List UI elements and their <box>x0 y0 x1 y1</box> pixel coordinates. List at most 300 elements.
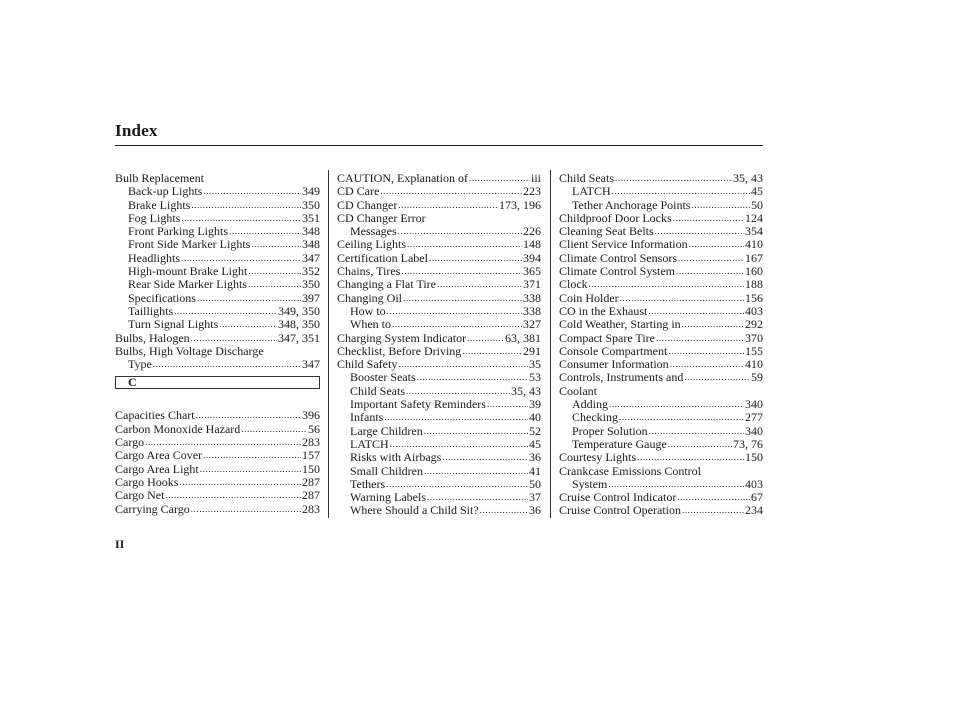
index-entry <box>559 371 763 384</box>
index-entry <box>115 305 320 318</box>
entry-text: Cold Weather, Starting in <box>559 317 681 332</box>
index-entry <box>559 411 763 424</box>
dot-leader <box>387 305 522 318</box>
entry-text: Childproof Door Locks <box>559 210 672 225</box>
index-entry <box>559 305 763 318</box>
index-entry <box>337 318 541 331</box>
entry-text: Climate Control System <box>559 264 675 279</box>
entry-page: 150 <box>745 450 763 465</box>
entry-page: 173, 196 <box>499 197 541 212</box>
entry-page: 35, 43 <box>733 171 763 185</box>
entry-text: Proper Solution <box>572 423 648 438</box>
index-entry <box>337 238 541 251</box>
dot-leader <box>612 185 750 198</box>
index-entry <box>115 449 320 462</box>
dot-leader <box>467 332 504 345</box>
entry-text: Bulb Replacement <box>115 171 204 185</box>
dot-leader <box>462 345 522 358</box>
entry-page: 292 <box>745 317 763 332</box>
index-entry <box>115 185 320 198</box>
dot-leader <box>174 305 277 318</box>
entry-text: Cleaning Seat Belts <box>559 224 654 239</box>
entry-text: Where Should a Child Sit? <box>350 503 479 518</box>
dot-leader <box>179 476 301 489</box>
entry-page: 348 <box>302 237 320 252</box>
entry-text: Child Safety <box>337 357 398 372</box>
entry-text: How to <box>350 303 386 318</box>
dot-leader <box>153 358 301 371</box>
entry-page: 370 <box>745 330 763 345</box>
entry-text: Client Service Information <box>559 237 688 252</box>
index-entry <box>559 172 763 185</box>
entry-text: Child Seats <box>559 171 615 185</box>
dot-leader <box>191 332 277 345</box>
dot-leader <box>241 423 307 436</box>
index-entry <box>337 332 541 345</box>
index-entry <box>115 332 320 345</box>
dot-leader <box>181 252 301 265</box>
dot-leader <box>219 318 277 331</box>
entry-page: 40 <box>529 410 541 425</box>
entry-text: Important Safety Reminders <box>350 397 486 412</box>
index-entry <box>115 252 320 265</box>
entry-text: Consumer Information <box>559 357 669 372</box>
entry-page: 67 <box>751 490 763 505</box>
entry-page: 291 <box>523 343 541 358</box>
index-entry <box>115 409 320 422</box>
entry-text: Changing Oil <box>337 290 402 305</box>
entry-text: Courtesy Lights <box>559 450 636 465</box>
entry-text: Capacities Chart <box>115 408 195 423</box>
index-entry <box>559 199 763 212</box>
index-entry <box>559 478 763 491</box>
dot-leader <box>203 185 301 198</box>
index-entry <box>559 318 763 331</box>
index-entry <box>115 278 320 291</box>
section-letter-c: C <box>115 376 320 389</box>
entry-page: 63, 381 <box>505 330 541 345</box>
page-number: II <box>115 537 125 551</box>
index-entry <box>337 305 541 318</box>
entry-page: 36 <box>529 450 541 465</box>
index-entry <box>559 278 763 291</box>
entry-text: Fog Lights <box>128 210 181 225</box>
index-entry <box>115 503 320 516</box>
entry-text: Checklist, Before Driving <box>337 343 462 358</box>
dot-leader <box>229 225 301 238</box>
entry-text: Cargo Net <box>115 488 165 503</box>
entry-page: 371 <box>523 277 541 292</box>
index-entry <box>559 385 763 398</box>
dot-leader <box>480 504 528 517</box>
index-entry <box>337 252 541 265</box>
dot-leader <box>615 172 732 185</box>
dot-leader <box>407 238 522 251</box>
entry-page: 150 <box>302 461 320 476</box>
entry-page: 167 <box>745 250 763 265</box>
entry-page: 349, 350 <box>278 303 320 318</box>
entry-text: CD Changer <box>337 197 398 212</box>
dot-leader <box>191 199 301 212</box>
index-entry <box>115 436 320 449</box>
entry-text: Certification Label <box>337 250 428 265</box>
dot-leader <box>390 438 528 451</box>
entry-text: Cargo Area Cover <box>115 448 203 463</box>
dot-leader <box>191 503 301 516</box>
index-entry <box>559 238 763 251</box>
entry-page: 45 <box>751 184 763 199</box>
entry-text: Bulbs, Halogen <box>115 330 190 345</box>
column-divider <box>328 170 329 518</box>
entry-text: Chains, Tires <box>337 264 401 279</box>
entry-text: Carbon Monoxide Hazard <box>115 421 241 436</box>
entry-text: Infants <box>350 410 384 425</box>
entry-page: 39 <box>529 397 541 412</box>
entry-page: 53 <box>529 370 541 385</box>
dot-leader <box>655 225 744 238</box>
entry-page: 338 <box>523 303 541 318</box>
entry-text: CD Changer Error <box>337 210 426 225</box>
dot-leader <box>442 451 528 464</box>
entry-page: 403 <box>745 476 763 491</box>
entry-text: Taillights <box>128 303 174 318</box>
dot-leader <box>689 238 744 251</box>
index-entry <box>115 225 320 238</box>
dot-leader <box>251 238 301 251</box>
index-entry <box>559 252 763 265</box>
entry-page: 234 <box>745 503 763 518</box>
entry-text: Type <box>128 357 152 372</box>
index-entry <box>337 491 541 504</box>
entry-page: 350 <box>302 197 320 212</box>
entry-page: 327 <box>523 317 541 332</box>
entry-text: Crankcase Emissions Control <box>559 463 701 478</box>
index-entry <box>559 225 763 238</box>
entry-text: LATCH <box>350 436 389 451</box>
entry-text: Compact Spare Tire <box>559 330 655 345</box>
entry-text: Tethers <box>350 476 386 491</box>
entry-text: Console Compartment <box>559 343 668 358</box>
dot-leader <box>398 358 528 371</box>
index-entry <box>115 172 320 185</box>
dot-leader <box>248 265 301 278</box>
dot-leader <box>670 358 744 371</box>
dot-leader <box>673 212 744 225</box>
entry-page: 283 <box>302 435 320 450</box>
index-entry <box>337 411 541 424</box>
dot-leader <box>181 212 301 225</box>
index-entry <box>337 371 541 384</box>
entry-page: 36 <box>529 503 541 518</box>
entry-text: Specifications <box>128 290 196 305</box>
entry-page: 348 <box>302 224 320 239</box>
dot-leader <box>677 491 750 504</box>
entry-text: Bulbs, High Voltage Discharge <box>115 343 264 358</box>
dot-leader <box>589 278 744 291</box>
entry-text: Small Children <box>350 463 423 478</box>
entry-list <box>115 172 320 371</box>
entry-page: 352 <box>302 264 320 279</box>
dot-leader <box>165 489 301 502</box>
entry-text: Charging System Indicator <box>337 330 467 345</box>
entry-page: 354 <box>745 224 763 239</box>
entry-page: 394 <box>523 250 541 265</box>
index-entry <box>115 476 320 489</box>
entry-page: 50 <box>529 476 541 491</box>
entry-page: 287 <box>302 474 320 489</box>
index-entry <box>559 332 763 345</box>
entry-text: Cargo Area Light <box>115 461 199 476</box>
entry-text: Cruise Control Indicator <box>559 490 677 505</box>
entry-text: Booster Seats <box>350 370 416 385</box>
dot-leader <box>200 463 301 476</box>
entry-page: 148 <box>523 237 541 252</box>
entry-text: Brake Lights <box>128 197 191 212</box>
index-entry <box>337 451 541 464</box>
entry-list <box>115 409 320 515</box>
entry-page: 155 <box>745 343 763 358</box>
dot-leader <box>424 425 528 438</box>
entry-text: Cargo <box>115 435 145 450</box>
dot-leader <box>656 332 744 345</box>
entry-text: Warning Labels <box>350 490 427 505</box>
dot-leader <box>197 292 301 305</box>
entry-text: Cruise Control Operation <box>559 503 681 518</box>
entry-page: 340 <box>745 423 763 438</box>
entry-text: When to <box>350 317 391 332</box>
entry-page: 410 <box>745 237 763 252</box>
index-entry <box>115 318 320 331</box>
index-entry <box>337 345 541 358</box>
index-entry <box>337 278 541 291</box>
entry-page: 156 <box>745 290 763 305</box>
dot-leader <box>676 265 744 278</box>
entry-page: 396 <box>302 408 320 423</box>
index-entry <box>337 172 541 185</box>
dot-leader <box>684 371 750 384</box>
entry-page: 35, 43 <box>511 383 541 398</box>
entry-page: 403 <box>745 303 763 318</box>
entry-page: 349 <box>302 184 320 199</box>
index-entry <box>559 491 763 504</box>
index-column-3 <box>559 172 763 518</box>
dot-leader <box>682 504 744 517</box>
entry-text: Ceiling Lights <box>337 237 406 252</box>
dot-leader <box>427 491 528 504</box>
entry-text: CD Care <box>337 184 380 199</box>
index-entry <box>559 345 763 358</box>
index-entry <box>115 238 320 251</box>
entry-page: 350 <box>302 277 320 292</box>
entry-page: 45 <box>529 436 541 451</box>
index-entry <box>115 358 320 371</box>
entry-text: Rear Side Marker Lights <box>128 277 247 292</box>
index-entry <box>337 212 541 225</box>
dot-leader <box>248 278 301 291</box>
entry-text: Adding <box>572 397 608 412</box>
index-entry <box>115 199 320 212</box>
index-entry <box>559 398 763 411</box>
index-entry <box>559 212 763 225</box>
index-entry <box>559 465 763 478</box>
entry-text: Coolant <box>559 383 597 398</box>
entry-text: Coin Holder <box>559 290 619 305</box>
dot-leader <box>648 305 744 318</box>
dot-leader <box>145 436 301 449</box>
dot-leader <box>691 199 750 212</box>
entry-page: 59 <box>751 370 763 385</box>
dot-leader <box>398 199 498 212</box>
header-rule <box>115 145 763 146</box>
index-entry <box>115 265 320 278</box>
entry-text: Child Seats <box>350 383 406 398</box>
entry-page: 188 <box>745 277 763 292</box>
column-divider <box>550 170 551 518</box>
index-entry <box>337 292 541 305</box>
dot-leader <box>380 185 522 198</box>
entry-page: 340 <box>745 397 763 412</box>
entry-page: 283 <box>302 501 320 516</box>
dot-leader <box>401 265 522 278</box>
index-entry <box>337 504 541 517</box>
entry-text: CO in the Exhaust <box>559 303 648 318</box>
entry-text: Climate Control Sensors <box>559 250 677 265</box>
entry-text: LATCH <box>572 184 611 199</box>
entry-text: Front Parking Lights <box>128 224 229 239</box>
index-entry <box>115 489 320 502</box>
entry-page: iii <box>530 171 541 185</box>
index-entry <box>559 358 763 371</box>
entry-page: 277 <box>745 410 763 425</box>
index-entry <box>337 465 541 478</box>
entry-page: 35 <box>529 357 541 372</box>
entry-page: 52 <box>529 423 541 438</box>
dot-leader <box>437 278 522 291</box>
index-entry <box>115 463 320 476</box>
entry-page: 397 <box>302 290 320 305</box>
index-column-2 <box>337 172 541 518</box>
dot-leader <box>678 252 744 265</box>
index-entry <box>559 451 763 464</box>
dot-leader <box>406 385 510 398</box>
entry-page: 410 <box>745 357 763 372</box>
index-entry <box>337 185 541 198</box>
index-entry <box>337 425 541 438</box>
dot-leader <box>424 465 528 478</box>
index-entry <box>559 425 763 438</box>
entry-text: Controls, Instruments and <box>559 370 684 385</box>
index-entry <box>559 438 763 451</box>
index-entry <box>337 385 541 398</box>
dot-leader <box>398 225 522 238</box>
dot-leader <box>469 172 530 185</box>
entry-page: 347 <box>302 250 320 265</box>
entry-text: Messages <box>350 224 397 239</box>
index-entry <box>337 358 541 371</box>
entry-text: Checking <box>572 410 618 425</box>
entry-page: 50 <box>751 197 763 212</box>
index-entry <box>115 423 320 436</box>
dot-leader <box>403 292 522 305</box>
index-entry <box>559 265 763 278</box>
dot-leader <box>649 425 744 438</box>
dot-leader <box>203 449 301 462</box>
entry-text: Back-up Lights <box>128 184 203 199</box>
index-entry <box>115 212 320 225</box>
entry-page: 351 <box>302 210 320 225</box>
dot-leader <box>386 478 528 491</box>
dot-leader <box>429 252 522 265</box>
entry-text: Large Children <box>350 423 423 438</box>
dot-leader <box>682 318 744 331</box>
index-entry <box>337 398 541 411</box>
entry-page: 223 <box>523 184 541 199</box>
dot-leader <box>608 478 744 491</box>
dot-leader <box>668 345 744 358</box>
dot-leader <box>384 411 528 424</box>
entry-text: High-mount Brake Light <box>128 264 248 279</box>
index-entry <box>115 345 320 358</box>
dot-leader <box>668 438 732 451</box>
entry-page: 124 <box>745 210 763 225</box>
entry-text: Risks with Airbags <box>350 450 442 465</box>
entry-page: 160 <box>745 264 763 279</box>
index-entry <box>559 185 763 198</box>
entry-page: 37 <box>529 490 541 505</box>
index-entry <box>559 292 763 305</box>
entry-text: CAUTION, Explanation of <box>337 171 468 185</box>
index-entry <box>337 478 541 491</box>
index-entry <box>337 225 541 238</box>
entry-text: Cargo Hooks <box>115 474 179 489</box>
entry-page: 56 <box>308 421 320 436</box>
entry-text: Clock <box>559 277 588 292</box>
entry-page: 287 <box>302 488 320 503</box>
entry-text: Changing a Flat Tire <box>337 277 437 292</box>
entry-text: Carrying Cargo <box>115 501 190 516</box>
page-title: Index <box>115 121 158 140</box>
index-entry <box>115 292 320 305</box>
dot-leader <box>619 411 744 424</box>
dot-leader <box>392 318 522 331</box>
entry-text: Headlights <box>128 250 180 265</box>
entry-text: Turn Signal Lights <box>128 317 219 332</box>
dot-leader <box>417 371 528 384</box>
dot-leader <box>609 398 744 411</box>
index-entry <box>337 199 541 212</box>
entry-text: Temperature Gauge <box>572 436 667 451</box>
entry-page: 348, 350 <box>278 317 320 332</box>
index-entry <box>337 438 541 451</box>
entry-page: 365 <box>523 264 541 279</box>
index-entry <box>559 504 763 517</box>
dot-leader <box>620 292 744 305</box>
entry-page: 347, 351 <box>278 330 320 345</box>
entry-text: System <box>572 476 608 491</box>
entry-page: 338 <box>523 290 541 305</box>
entry-page: 73, 76 <box>733 436 763 451</box>
entry-page: 41 <box>529 463 541 478</box>
dot-leader <box>196 409 301 422</box>
index-entry <box>337 265 541 278</box>
dot-leader <box>637 451 744 464</box>
index-column-1 <box>115 172 320 516</box>
entry-text: Tether Anchorage Points <box>572 197 691 212</box>
dot-leader <box>487 398 528 411</box>
entry-page: 226 <box>523 224 541 239</box>
entry-text: Front Side Marker Lights <box>128 237 251 252</box>
entry-page: 157 <box>302 448 320 463</box>
